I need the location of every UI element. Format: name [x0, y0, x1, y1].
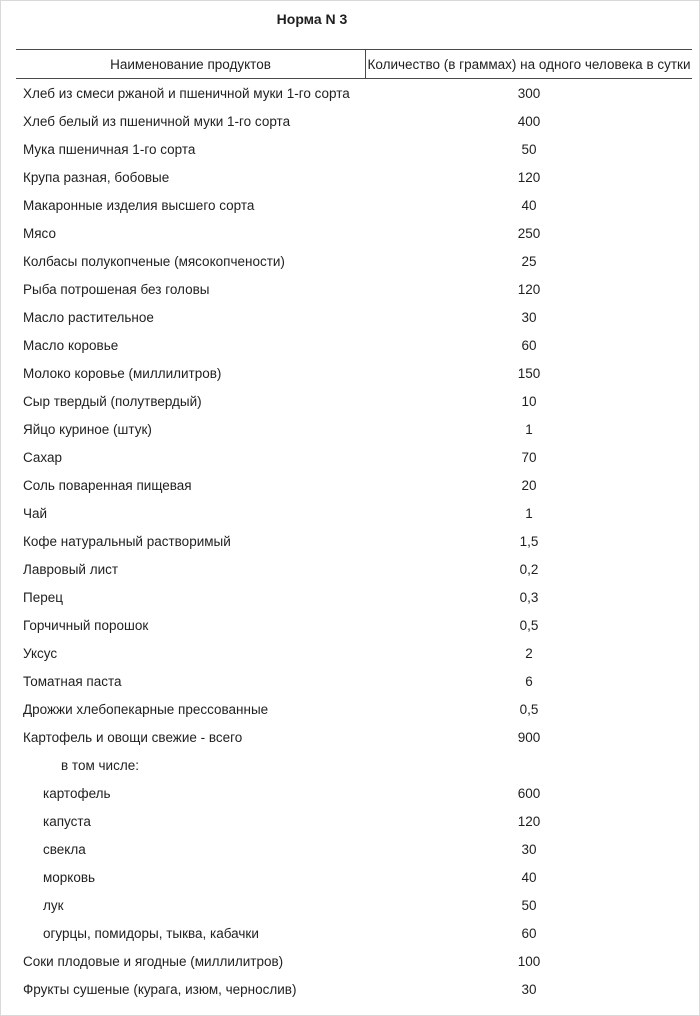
product-name: капуста: [43, 813, 91, 829]
product-quantity: 10: [521, 393, 537, 409]
product-name: Томатная паста: [23, 673, 122, 689]
product-quantity: 30: [521, 309, 537, 325]
product-quantity: 120: [517, 169, 541, 185]
page-title: Норма N 3: [276, 11, 348, 27]
product-quantity: 30: [521, 981, 537, 997]
product-name: Крупа разная, бобовые: [23, 169, 170, 185]
table-row: [16, 331, 692, 359]
product-quantity: 120: [517, 813, 541, 829]
product-quantity: 1: [525, 421, 533, 437]
product-name: Перец: [23, 589, 63, 605]
product-name: морковь: [43, 869, 96, 885]
product-name: лук: [43, 897, 64, 913]
product-name: Масло коровье: [23, 337, 119, 353]
table-row: [16, 359, 692, 387]
table-row: [16, 863, 692, 891]
product-name: Горчичный порошок: [23, 617, 149, 633]
table-row: [16, 499, 692, 527]
table-row: [16, 163, 692, 191]
table-body: [16, 79, 692, 1003]
product-name: Рыба потрошеная без головы: [23, 281, 210, 297]
product-name: Лавровый лист: [23, 561, 119, 577]
product-name: Соль поваренная пищевая: [23, 477, 192, 493]
product-quantity: 1,5: [519, 533, 539, 549]
table-row: [16, 975, 692, 1003]
table-row: [16, 919, 692, 947]
table-row: [16, 79, 692, 107]
product-name: Уксус: [23, 645, 58, 661]
table-row: [16, 835, 692, 863]
product-name: Мука пшеничная 1-го сорта: [23, 141, 196, 157]
table-row: [16, 947, 692, 975]
product-quantity: 30: [521, 841, 537, 857]
column-header-quantity: Количество (в граммах) на одного человека в сутки: [367, 56, 691, 72]
product-quantity: 60: [521, 925, 537, 941]
product-quantity: 400: [517, 113, 541, 129]
table-row: [16, 751, 692, 779]
product-name: Молоко коровье (миллилитров): [23, 365, 222, 381]
product-quantity: 0,5: [519, 617, 539, 633]
table-row: [16, 443, 692, 471]
table-row: [16, 415, 692, 443]
table-row: [16, 219, 692, 247]
column-header-product-name: Наименование продуктов: [16, 50, 366, 78]
product-name: в том числе:: [61, 757, 139, 773]
table-row: [16, 723, 692, 751]
product-quantity: 6: [525, 673, 533, 689]
product-name: Яйцо куриное (штук): [23, 421, 152, 437]
product-quantity: 120: [517, 281, 541, 297]
product-name: Колбасы полукопченые (мясокопчености): [23, 253, 285, 269]
product-name: Сахар: [23, 449, 63, 465]
product-name: свекла: [43, 841, 86, 857]
product-quantity: 40: [521, 197, 537, 213]
product-name: картофель: [43, 785, 111, 801]
product-quantity: 60: [521, 337, 537, 353]
product-name: Макаронные изделия высшего сорта: [23, 197, 255, 213]
table-row: [16, 191, 692, 219]
product-quantity: 50: [521, 897, 537, 913]
product-quantity: 1: [525, 505, 533, 521]
product-quantity: 250: [517, 225, 541, 241]
product-quantity: 0,5: [519, 701, 539, 717]
table-row: [16, 695, 692, 723]
product-name: Картофель и овощи свежие - всего: [23, 729, 243, 745]
product-name: Хлеб белый из пшеничной муки 1-го сорта: [23, 113, 291, 129]
product-name: Кофе натуральный растворимый: [23, 533, 231, 549]
product-quantity: 20: [521, 477, 537, 493]
table-row: [16, 247, 692, 275]
product-name: Фрукты сушеные (курага, изюм, чернослив): [23, 981, 297, 997]
product-quantity: 100: [517, 953, 541, 969]
product-quantity: 0,2: [519, 561, 539, 577]
table-row: [16, 107, 692, 135]
table-row: [16, 611, 692, 639]
product-name: Хлеб из смеси ржаной и пшеничной муки 1-го сорта: [23, 85, 350, 101]
product-quantity: 0,3: [519, 589, 539, 605]
product-quantity: 25: [521, 253, 537, 269]
product-name: Соки плодовые и ягодные (миллилитров): [23, 953, 284, 969]
product-quantity: 2: [525, 645, 533, 661]
table-row: [16, 891, 692, 919]
table-row: [16, 639, 692, 667]
ration-table: [16, 49, 692, 1003]
product-name: Масло растительное: [23, 309, 154, 325]
table-row: [16, 387, 692, 415]
product-quantity: 900: [517, 729, 541, 745]
product-name: Чай: [23, 505, 48, 521]
product-quantity: 70: [521, 449, 537, 465]
product-name: Сыр твердый (полутвердый): [23, 393, 202, 409]
table-row: [16, 583, 692, 611]
product-name: Мясо: [23, 225, 56, 241]
table-row: [16, 275, 692, 303]
product-quantity: 300: [517, 85, 541, 101]
product-quantity: 150: [517, 365, 541, 381]
product-quantity: 600: [517, 785, 541, 801]
table-row: [16, 667, 692, 695]
table-row: [16, 779, 692, 807]
product-name: огурцы, помидоры, тыква, кабачки: [43, 925, 259, 941]
product-quantity: 50: [521, 141, 537, 157]
table-row: [16, 555, 692, 583]
table-row: [16, 303, 692, 331]
table-row: [16, 527, 692, 555]
product-name: Дрожжи хлебопекарные прессованные: [23, 701, 269, 717]
table-header-row: [16, 49, 692, 79]
table-row: [16, 807, 692, 835]
table-row: [16, 471, 692, 499]
table-row: [16, 135, 692, 163]
product-quantity: 40: [521, 869, 537, 885]
